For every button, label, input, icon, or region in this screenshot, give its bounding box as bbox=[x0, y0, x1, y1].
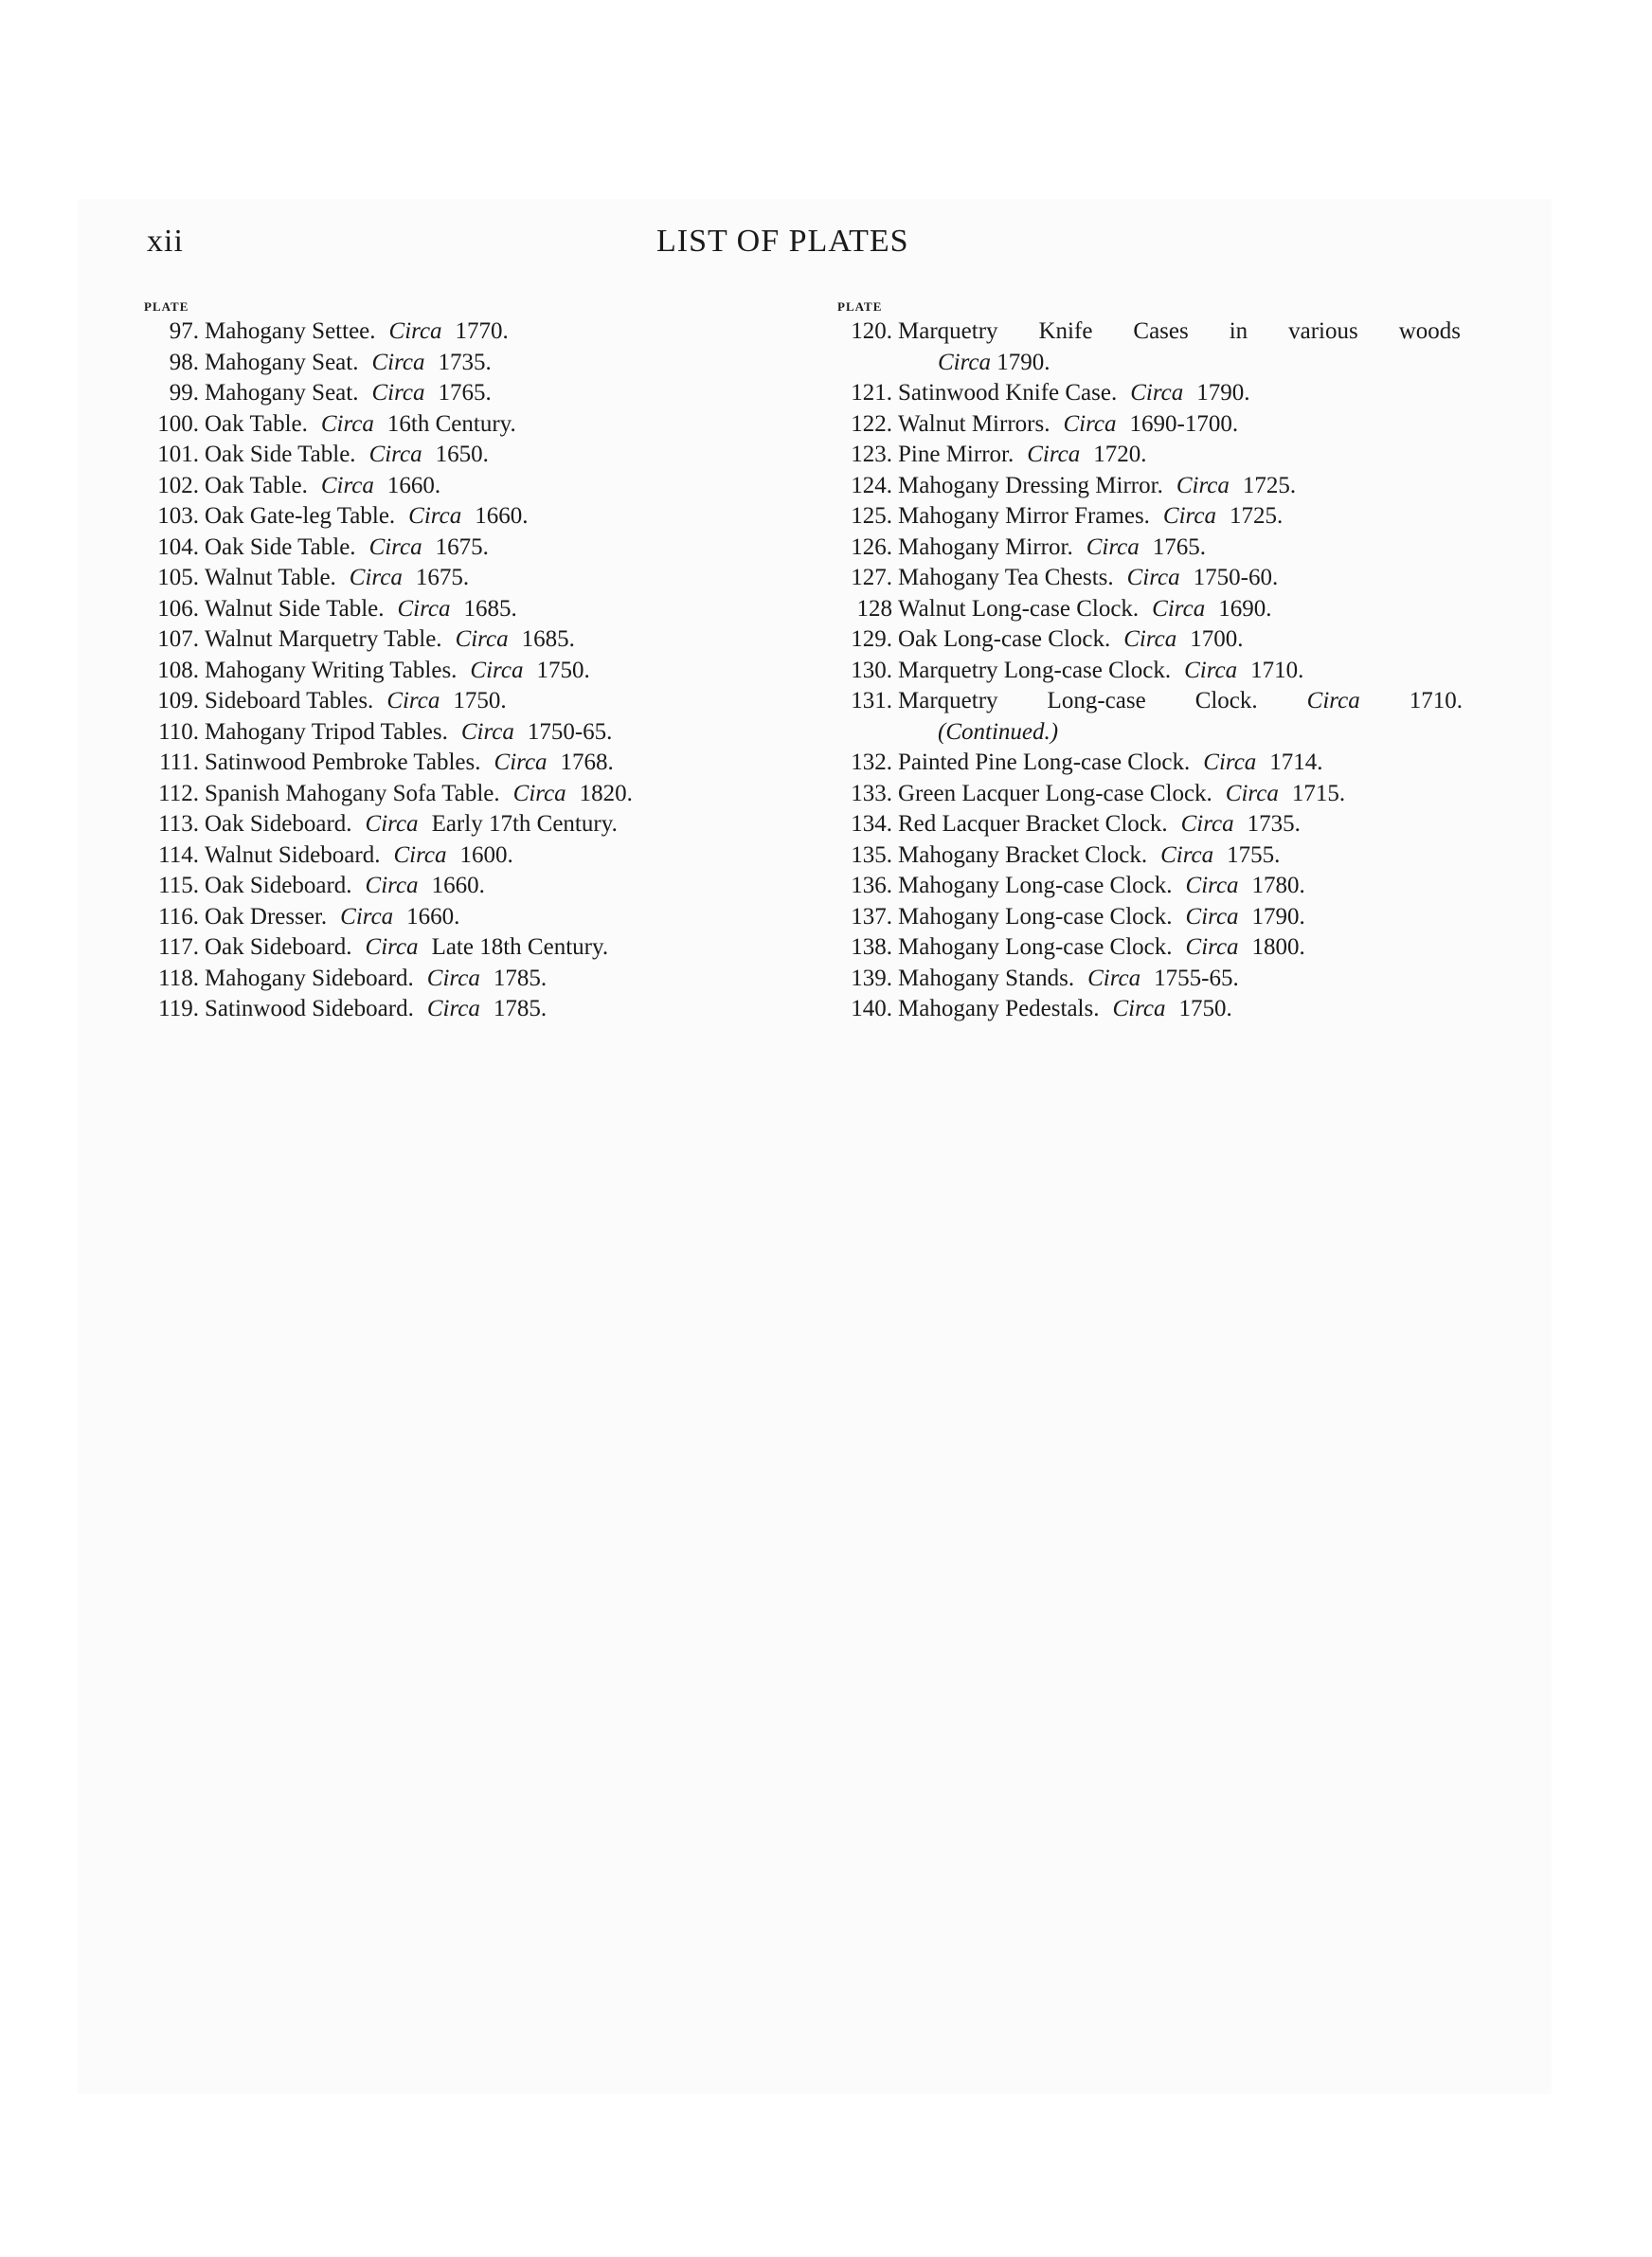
plate-entry bbox=[144, 932, 788, 964]
plate-entry-continuation bbox=[837, 717, 1463, 749]
plate-number: 101. bbox=[157, 442, 199, 467]
circa-label: Circa bbox=[1160, 841, 1214, 868]
plate-number: 97. bbox=[169, 318, 199, 344]
word: Clock. bbox=[1194, 688, 1258, 713]
circa-label: Circa bbox=[426, 996, 480, 1021]
plate-date: 1755-65. bbox=[1154, 965, 1239, 991]
plate-number: 117. bbox=[158, 934, 199, 960]
plate-entry bbox=[144, 471, 788, 502]
plate-entry bbox=[144, 501, 788, 533]
plate-number: 126. bbox=[851, 533, 892, 560]
plate-date: 1650. bbox=[435, 442, 489, 467]
circa-label: Circa bbox=[371, 349, 425, 375]
plate-entry bbox=[144, 964, 788, 995]
circa-label: Circa bbox=[349, 565, 403, 590]
plate-list-right bbox=[837, 299, 1463, 1025]
circa-label: Circa bbox=[408, 503, 462, 529]
plate-number: 122. bbox=[851, 410, 892, 437]
plate-description: Green Lacquer Long-case Clock. bbox=[898, 780, 1212, 806]
circa-label: Circa bbox=[1176, 472, 1230, 498]
plate-description: Oak Side Table. bbox=[205, 533, 356, 560]
plate-entry-continuation bbox=[837, 348, 1463, 379]
plate-description: Walnut Long-case Clock. bbox=[898, 595, 1140, 622]
plate-date: 1720. bbox=[1093, 442, 1147, 467]
plate-number: 119. bbox=[158, 996, 199, 1021]
plate-entry bbox=[837, 871, 1463, 902]
plate-description: Mahogany Long-case Clock. bbox=[898, 903, 1173, 930]
plate-description: Mahogany Settee. bbox=[205, 318, 376, 344]
plate-number: 109. bbox=[157, 688, 199, 713]
plate-description: Oak Table. bbox=[205, 410, 308, 437]
plate-number: 131. bbox=[851, 688, 892, 713]
circa-label: Circa bbox=[1162, 503, 1216, 529]
plate-number: 137. bbox=[851, 903, 892, 930]
word: in bbox=[1229, 318, 1248, 344]
plate-date: 1675. bbox=[415, 565, 470, 590]
plate-number: 110. bbox=[158, 718, 199, 745]
plate-entry bbox=[837, 624, 1463, 656]
plate-date: 1685. bbox=[463, 595, 517, 622]
plate-number: 105. bbox=[157, 565, 199, 590]
circa-label: Circa bbox=[1086, 533, 1140, 560]
circa-label: Circa bbox=[1123, 626, 1177, 652]
plate-date: 1660. bbox=[475, 503, 529, 529]
plate-entry bbox=[144, 624, 788, 656]
circa-label: Circa bbox=[320, 410, 374, 437]
plate-description: Mahogany Long-case Clock. bbox=[898, 873, 1173, 898]
plate-date: 1735. bbox=[1247, 811, 1301, 837]
plate-description bbox=[898, 316, 1463, 348]
plate-description: Walnut Side Table. bbox=[205, 595, 385, 622]
plate-number: 99. bbox=[169, 380, 199, 406]
plate-number: 139. bbox=[851, 965, 892, 991]
plate-description: Satinwood Sideboard. bbox=[205, 996, 414, 1021]
plate-description: Mahogany Writing Tables. bbox=[205, 657, 458, 683]
plate-description: Mahogany Tripod Tables. bbox=[205, 718, 448, 745]
circa-label: Circa bbox=[340, 903, 394, 930]
plate-date: 1800. bbox=[1251, 934, 1305, 960]
plate-number: 121. bbox=[851, 380, 892, 406]
circa-label: Circa bbox=[365, 934, 419, 960]
circa-label: Circa bbox=[1112, 996, 1166, 1021]
plate-date: 1600. bbox=[459, 841, 513, 868]
circa-label: Circa bbox=[1130, 380, 1184, 406]
plate-date: 1700. bbox=[1190, 626, 1244, 652]
plate-entry bbox=[144, 686, 788, 717]
plate-number: 116. bbox=[158, 903, 199, 930]
plate-entry bbox=[837, 501, 1463, 533]
plate-description: Marquetry Long-case Clock. bbox=[898, 657, 1172, 683]
plate-description: Walnut Table. bbox=[205, 565, 336, 590]
plate-entry bbox=[837, 409, 1463, 441]
plate-date: 1750-60. bbox=[1193, 565, 1279, 590]
plate-number: 118. bbox=[158, 965, 199, 991]
page-title: LIST OF PLATES bbox=[656, 224, 909, 259]
circa-label: Circa bbox=[1126, 565, 1180, 590]
plate-description: Satinwood Pembroke Tables. bbox=[205, 749, 481, 775]
plate-date: 1790. bbox=[1251, 903, 1305, 930]
plate-entry bbox=[837, 471, 1463, 502]
circa-label: Circa bbox=[371, 380, 425, 406]
circa-label: Circa bbox=[365, 811, 419, 837]
circa-label: Circa bbox=[1027, 442, 1081, 467]
plate-number: 133. bbox=[851, 780, 892, 806]
plate-description: Oak Gate-leg Table. bbox=[205, 503, 396, 529]
circa-label: Circa bbox=[368, 533, 422, 560]
plate-number: 104. bbox=[157, 533, 199, 560]
plate-entry bbox=[837, 440, 1463, 471]
plate-entry bbox=[144, 594, 788, 625]
word: Cases bbox=[1133, 318, 1189, 344]
plate-description: Red Lacquer Bracket Clock. bbox=[898, 811, 1168, 837]
plate-description: Pine Mirror. bbox=[898, 442, 1015, 467]
plate-number: 120. bbox=[851, 318, 892, 344]
circa-label: Circa bbox=[388, 318, 442, 344]
circa-label: Circa bbox=[1063, 410, 1117, 437]
plate-entries bbox=[144, 316, 788, 1025]
plate-number: 102. bbox=[157, 472, 199, 498]
plate-date: 1790. bbox=[997, 349, 1050, 375]
plate-description: Mahogany Stands. bbox=[898, 965, 1075, 991]
circa-label: Circa bbox=[1306, 688, 1360, 713]
plate-number: 130. bbox=[851, 657, 892, 683]
plate-entry bbox=[144, 348, 788, 379]
plate-entry bbox=[837, 563, 1463, 594]
plate-entry bbox=[837, 686, 1463, 717]
plate-number: 111. bbox=[159, 749, 199, 775]
plate-description: Oak Table. bbox=[205, 472, 308, 498]
plate-date: 1820. bbox=[579, 780, 633, 806]
plate-number: 134. bbox=[851, 811, 892, 837]
plate-date: 1725. bbox=[1229, 503, 1284, 529]
plate-number: 128 bbox=[856, 595, 892, 622]
plate-description: Mahogany Seat. bbox=[205, 380, 359, 406]
word: Long-case bbox=[1047, 688, 1146, 713]
plate-date: 1660. bbox=[406, 903, 460, 930]
plate-description: Satinwood Knife Case. bbox=[898, 380, 1118, 406]
plate-entry bbox=[144, 717, 788, 749]
plate-description: Mahogany Dressing Mirror. bbox=[898, 472, 1163, 498]
plate-date: 1714. bbox=[1269, 749, 1323, 775]
plate-number: 98. bbox=[169, 349, 199, 375]
plate-date: 1725. bbox=[1242, 472, 1297, 498]
circa-label: Circa bbox=[460, 718, 514, 745]
plate-entries bbox=[837, 378, 1463, 686]
plate-number: 103. bbox=[157, 503, 199, 529]
plate-date: 1710. bbox=[1409, 688, 1463, 713]
plate-date: 1750. bbox=[536, 657, 590, 683]
plate-number: 115. bbox=[158, 873, 199, 898]
plate-date: 1785. bbox=[493, 996, 548, 1021]
plate-entry bbox=[144, 316, 788, 348]
plate-date: 1790. bbox=[1196, 380, 1250, 406]
plate-number: 125. bbox=[851, 503, 892, 529]
plate-description: Oak Side Table. bbox=[205, 442, 356, 467]
plate-date: 1750. bbox=[453, 688, 507, 713]
plate-number: 107. bbox=[157, 626, 199, 652]
circa-label: Circa bbox=[1185, 934, 1239, 960]
plate-entry bbox=[837, 840, 1463, 872]
plate-entry bbox=[837, 902, 1463, 933]
plate-date: 1710. bbox=[1250, 657, 1304, 683]
plate-description: Mahogany Mirror. bbox=[898, 533, 1073, 560]
plate-description: Oak Long-case Clock. bbox=[898, 626, 1111, 652]
circa-label: Circa bbox=[938, 349, 992, 375]
plate-number: 138. bbox=[851, 934, 892, 960]
plate-entry bbox=[837, 533, 1463, 564]
plate-date: 1780. bbox=[1251, 873, 1305, 898]
plate-description: Walnut Marquetry Table. bbox=[205, 626, 442, 652]
word: woods bbox=[1398, 318, 1461, 344]
plate-description: Mahogany Long-case Clock. bbox=[898, 934, 1173, 960]
plate-description: Oak Sideboard. bbox=[205, 934, 352, 960]
plate-date: Late 18th Century. bbox=[431, 934, 609, 960]
plate-entry bbox=[144, 656, 788, 687]
circa-label: Circa bbox=[494, 749, 548, 775]
plate-entry bbox=[144, 378, 788, 409]
plate-entry bbox=[144, 748, 788, 779]
plate-entries bbox=[837, 748, 1463, 1025]
word: various bbox=[1288, 318, 1358, 344]
plate-description: Oak Sideboard. bbox=[205, 811, 352, 837]
plate-description: Walnut Mirrors. bbox=[898, 410, 1050, 437]
plate-number: 127. bbox=[851, 565, 892, 590]
plate-date: 16th Century. bbox=[386, 410, 516, 437]
circa-label: Circa bbox=[386, 688, 440, 713]
plate-entry bbox=[144, 902, 788, 933]
plate-entry bbox=[837, 316, 1463, 348]
word: Marquetry bbox=[898, 318, 998, 344]
plate-description: Mahogany Seat. bbox=[205, 349, 359, 375]
plate-date: 1770. bbox=[455, 318, 509, 344]
plate-description: Mahogany Pedestals. bbox=[898, 996, 1100, 1021]
plate-entry bbox=[144, 409, 788, 441]
circa-label: Circa bbox=[365, 873, 419, 898]
plate-entry bbox=[837, 378, 1463, 409]
plate-entry bbox=[837, 964, 1463, 995]
plate-date: 1690. bbox=[1218, 595, 1272, 622]
plate-description: Sideboard Tables. bbox=[205, 688, 374, 713]
plate-description: Mahogany Tea Chests. bbox=[898, 565, 1114, 590]
circa-label: Circa bbox=[455, 626, 509, 652]
plate-entry bbox=[837, 748, 1463, 779]
plate-date: 1768. bbox=[560, 749, 614, 775]
plate-entry bbox=[837, 656, 1463, 687]
plate-date: 1685. bbox=[521, 626, 575, 652]
plate-number: 132. bbox=[851, 749, 892, 775]
plate-date: 1785. bbox=[493, 965, 548, 991]
plate-entry bbox=[837, 779, 1463, 810]
plate-entry bbox=[144, 779, 788, 810]
word: Knife bbox=[1038, 318, 1093, 344]
plate-description: Painted Pine Long-case Clock. bbox=[898, 749, 1191, 775]
plate-date: 1765. bbox=[1152, 533, 1206, 560]
plate-number: 113. bbox=[158, 811, 199, 837]
plate-number: 108. bbox=[157, 657, 199, 683]
plate-entry bbox=[144, 440, 788, 471]
circa-label: Circa bbox=[1203, 749, 1257, 775]
plate-entry bbox=[144, 533, 788, 564]
plate-entry bbox=[837, 994, 1463, 1025]
plate-entry bbox=[144, 871, 788, 902]
plate-date: 1765. bbox=[438, 380, 492, 406]
plate-description: Mahogany Mirror Frames. bbox=[898, 503, 1150, 529]
circa-label: Circa bbox=[426, 965, 480, 991]
plate-column-label: PLATE bbox=[837, 299, 883, 314]
plate-date: Early 17th Century. bbox=[431, 811, 618, 837]
circa-label: Circa bbox=[1185, 903, 1239, 930]
plate-date: 1690-1700. bbox=[1129, 410, 1239, 437]
plate-number: 123. bbox=[851, 442, 892, 467]
plate-entry bbox=[144, 809, 788, 840]
circa-label: Circa bbox=[397, 595, 451, 622]
plate-number: 114. bbox=[158, 841, 199, 868]
plate-date: 1675. bbox=[435, 533, 489, 560]
plate-number: 112. bbox=[158, 780, 199, 806]
plate-description: Spanish Mahogany Sofa Table. bbox=[205, 780, 500, 806]
plate-date: 1750. bbox=[1178, 996, 1232, 1021]
page-number: xii bbox=[147, 224, 184, 259]
plate-entry bbox=[144, 563, 788, 594]
plate-description: Walnut Sideboard. bbox=[205, 841, 381, 868]
plate-number: 124. bbox=[851, 472, 892, 498]
circa-label: Circa bbox=[1185, 873, 1239, 898]
plate-number: 135. bbox=[851, 841, 892, 868]
circa-label: Circa bbox=[470, 657, 524, 683]
plate-entry bbox=[837, 594, 1463, 625]
circa-label: Circa bbox=[1152, 595, 1206, 622]
plate-description bbox=[898, 686, 1463, 717]
plate-entry bbox=[837, 932, 1463, 964]
plate-entry bbox=[144, 994, 788, 1025]
word: Marquetry bbox=[898, 688, 998, 713]
plate-number: 129. bbox=[851, 626, 892, 652]
plate-column-label: PLATE bbox=[144, 299, 189, 314]
circa-label: Circa bbox=[1087, 965, 1141, 991]
circa-label: Circa bbox=[1225, 780, 1279, 806]
plate-number: 100. bbox=[157, 410, 199, 437]
continued-note: (Continued.) bbox=[938, 718, 1059, 745]
plate-date: 1660. bbox=[431, 873, 485, 898]
plate-date: 1735. bbox=[438, 349, 492, 375]
plate-number: 136. bbox=[851, 873, 892, 898]
plate-number: 106. bbox=[157, 595, 199, 622]
plate-date: 1660. bbox=[386, 472, 441, 498]
circa-label: Circa bbox=[320, 472, 374, 498]
circa-label: Circa bbox=[512, 780, 566, 806]
plate-description: Mahogany Sideboard. bbox=[205, 965, 414, 991]
plate-description: Mahogany Bracket Clock. bbox=[898, 841, 1148, 868]
plate-description: Oak Dresser. bbox=[205, 903, 328, 930]
plate-number: 140. bbox=[851, 996, 892, 1021]
circa-label: Circa bbox=[393, 841, 447, 868]
circa-label: Circa bbox=[368, 442, 422, 467]
plate-list-left bbox=[144, 299, 788, 1025]
plate-entry bbox=[144, 840, 788, 872]
plate-date: 1715. bbox=[1291, 780, 1346, 806]
circa-label: Circa bbox=[1180, 811, 1234, 837]
plate-date: 1750-65. bbox=[527, 718, 613, 745]
plate-date: 1755. bbox=[1227, 841, 1281, 868]
plate-entry bbox=[837, 809, 1463, 840]
plate-description: Oak Sideboard. bbox=[205, 873, 352, 898]
circa-label: Circa bbox=[1184, 657, 1238, 683]
